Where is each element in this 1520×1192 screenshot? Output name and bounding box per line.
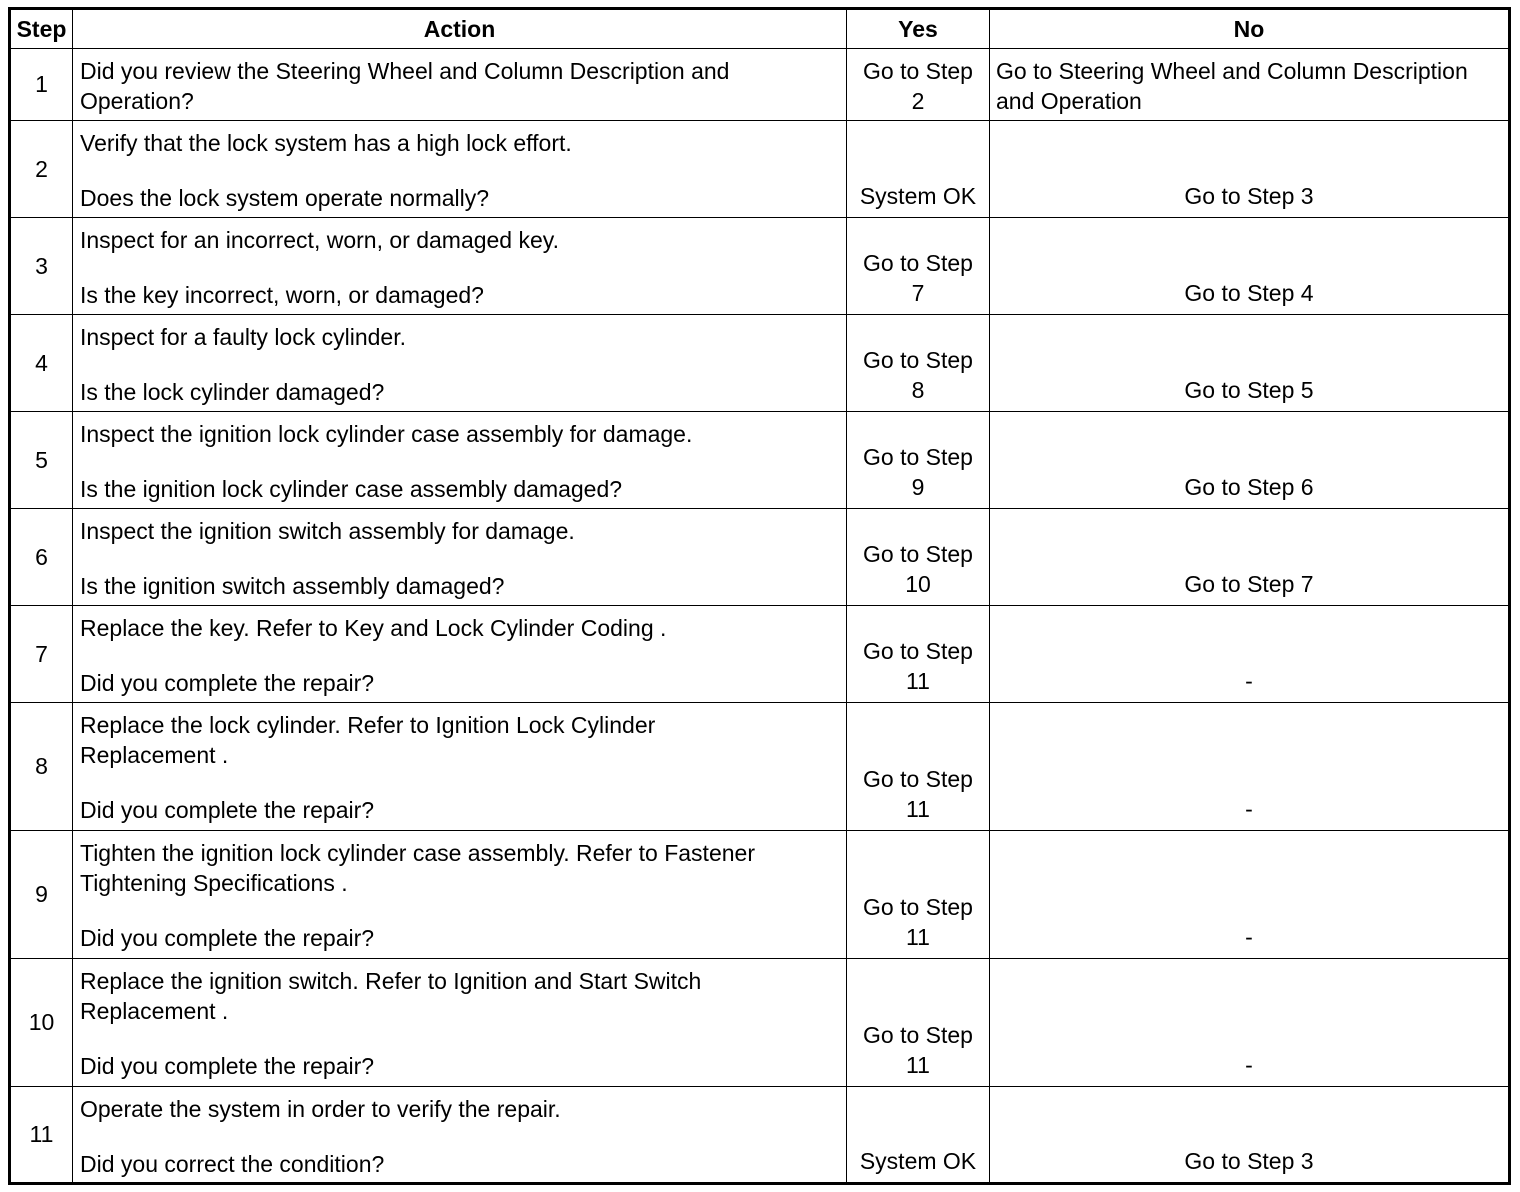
table-row xyxy=(10,959,1510,1087)
step-number: 6 xyxy=(10,509,73,606)
action-question: Did you complete the repair? xyxy=(80,797,375,823)
step-number: 11 xyxy=(10,1087,73,1184)
header-step: Step xyxy=(10,9,73,49)
no-cell: Go to Step 5 xyxy=(990,315,1510,412)
step-number: 8 xyxy=(10,703,73,831)
yes-cell: Go to Step 11 xyxy=(847,606,990,703)
no-cell: - xyxy=(990,959,1510,1087)
action-cell xyxy=(73,509,847,606)
action-cell xyxy=(73,49,847,121)
step-number: 3 xyxy=(10,218,73,315)
step-number: 9 xyxy=(10,831,73,959)
action-text: Inspect for an incorrect, worn, or damaged key. xyxy=(80,227,559,253)
no-cell: - xyxy=(990,606,1510,703)
action-question: Is the ignition lock cylinder case assembly damaged? xyxy=(80,476,623,502)
diagnostic-table xyxy=(8,7,1511,1185)
action-text: Replace the ignition switch. Refer to Ignition and Start Switch Replacement . xyxy=(80,968,702,1024)
action-cell xyxy=(73,1087,847,1184)
action-text: Tighten the ignition lock cylinder case assembly. Refer to Fastener Tightening Specifications . xyxy=(80,840,755,896)
action-question: Is the key incorrect, worn, or damaged? xyxy=(80,282,484,308)
no-cell: Go to Step 4 xyxy=(990,218,1510,315)
diagnostic-table-container xyxy=(8,7,1511,1185)
step-number: 1 xyxy=(10,49,73,121)
step-number: 4 xyxy=(10,315,73,412)
action-cell xyxy=(73,412,847,509)
action-cell xyxy=(73,959,847,1087)
table-row xyxy=(10,703,1510,831)
action-question: Did you complete the repair? xyxy=(80,1053,375,1079)
no-cell: Go to Steering Wheel and Column Description and Operation xyxy=(990,49,1510,121)
no-cell: - xyxy=(990,703,1510,831)
action-text: Replace the lock cylinder. Refer to Ignition Lock Cylinder Replacement . xyxy=(80,712,656,768)
no-cell: Go to Step 6 xyxy=(990,412,1510,509)
action-question: Is the lock cylinder damaged? xyxy=(80,379,385,405)
action-question: Did you complete the repair? xyxy=(80,670,375,696)
yes-cell: Go to Step 11 xyxy=(847,703,990,831)
action-cell xyxy=(73,121,847,218)
action-text: Inspect the ignition switch assembly for damage. xyxy=(80,518,575,544)
action-question: Is the ignition switch assembly damaged? xyxy=(80,573,505,599)
header-no: No xyxy=(990,9,1510,49)
yes-cell: Go to Step 8 xyxy=(847,315,990,412)
table-row xyxy=(10,412,1510,509)
table-row xyxy=(10,509,1510,606)
action-cell xyxy=(73,315,847,412)
table-row xyxy=(10,315,1510,412)
table-row xyxy=(10,606,1510,703)
table-row xyxy=(10,831,1510,959)
step-number: 7 xyxy=(10,606,73,703)
action-question: Did you complete the repair? xyxy=(80,925,375,951)
action-text: Did you review the Steering Wheel and Column Description and Operation? xyxy=(80,58,730,114)
yes-cell: Go to Step 10 xyxy=(847,509,990,606)
header-yes: Yes xyxy=(847,9,990,49)
yes-cell: Go to Step 11 xyxy=(847,831,990,959)
table-row xyxy=(10,49,1510,121)
step-number: 5 xyxy=(10,412,73,509)
yes-cell: Go to Step 7 xyxy=(847,218,990,315)
table-row xyxy=(10,1087,1510,1184)
action-text: Operate the system in order to verify the repair. xyxy=(80,1096,561,1122)
action-question: Did you correct the condition? xyxy=(80,1151,385,1177)
yes-cell: System OK xyxy=(847,121,990,218)
yes-cell: Go to Step 9 xyxy=(847,412,990,509)
yes-cell: Go to Step 2 xyxy=(847,49,990,121)
table-row xyxy=(10,218,1510,315)
yes-cell: System OK xyxy=(847,1087,990,1184)
no-cell: Go to Step 3 xyxy=(990,121,1510,218)
yes-cell: Go to Step 11 xyxy=(847,959,990,1087)
action-text: Inspect the ignition lock cylinder case assembly for damage. xyxy=(80,421,693,447)
step-number: 10 xyxy=(10,959,73,1087)
header-action: Action xyxy=(73,9,847,49)
action-text: Inspect for a faulty lock cylinder. xyxy=(80,324,406,350)
action-cell xyxy=(73,703,847,831)
action-cell xyxy=(73,606,847,703)
action-cell xyxy=(73,831,847,959)
no-cell: Go to Step 3 xyxy=(990,1087,1510,1184)
table-row xyxy=(10,121,1510,218)
no-cell: - xyxy=(990,831,1510,959)
no-cell: Go to Step 7 xyxy=(990,509,1510,606)
action-question: Does the lock system operate normally? xyxy=(80,185,490,211)
action-text: Replace the key. Refer to Key and Lock Cylinder Coding . xyxy=(80,615,667,641)
action-text: Verify that the lock system has a high lock effort. xyxy=(80,130,572,156)
action-cell xyxy=(73,218,847,315)
step-number: 2 xyxy=(10,121,73,218)
header-row xyxy=(10,9,1510,49)
